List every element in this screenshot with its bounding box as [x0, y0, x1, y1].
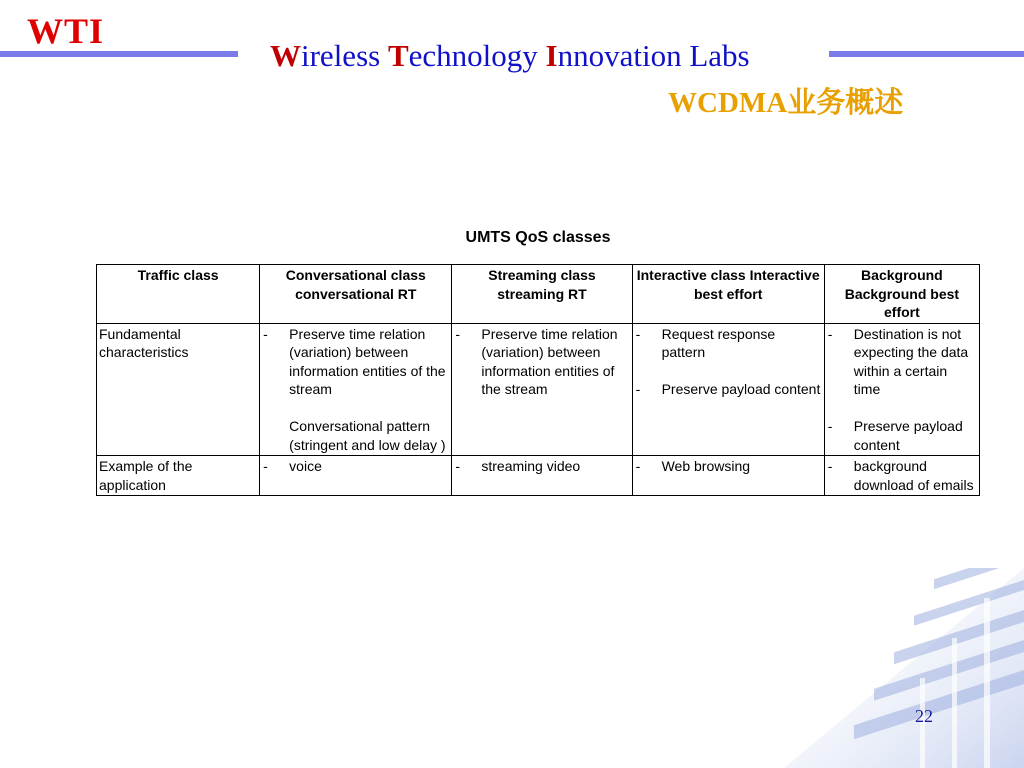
list-item — [635, 380, 822, 399]
list-item — [635, 325, 822, 362]
slide-subtitle: WCDMA业务概述 — [668, 87, 904, 119]
table-cell — [632, 323, 824, 456]
list-item — [635, 457, 822, 476]
list-item — [827, 457, 977, 494]
table-cell — [632, 456, 824, 496]
page-number: 22 — [915, 706, 933, 726]
decorative-corner-graphic — [784, 568, 1024, 768]
qos-table — [96, 264, 980, 496]
title-rest-1: ireless — [301, 38, 388, 73]
bullet-dash: - — [635, 381, 641, 397]
list-item — [262, 417, 449, 454]
header-conversational: Conversational class conversational RT — [260, 265, 452, 324]
bullet-dash: - — [263, 325, 268, 342]
list-item — [262, 457, 449, 476]
table-row — [97, 456, 980, 496]
list-item — [827, 417, 977, 454]
header-rule-left — [0, 51, 238, 57]
list-item — [454, 457, 629, 476]
table-caption: UMTS QoS classes — [465, 229, 611, 246]
list-item-text: Request response pattern — [661, 325, 776, 360]
list-item-text: streaming video — [481, 458, 581, 474]
bullet-dash: - — [455, 458, 461, 474]
bullet-dash: - — [455, 325, 461, 342]
title-cap-2: T — [387, 38, 409, 73]
table-cell — [824, 456, 979, 496]
list-item — [262, 325, 449, 399]
list-item-text: Preserve time relation (variation) between information entities of the stream — [289, 325, 446, 397]
title-rest-2: echnology — [408, 38, 546, 73]
table-cell — [824, 323, 979, 456]
header-streaming: Streaming class streaming RT — [452, 265, 632, 324]
list-item-text: Web browsing — [661, 458, 751, 474]
list-item — [827, 325, 977, 399]
header-interactive: Interactive class Interactive best effort — [632, 265, 824, 324]
bullet-dash: - — [827, 325, 833, 342]
header-traffic-class: Traffic class — [97, 265, 260, 324]
bullet-dash: - — [263, 458, 268, 474]
bullet-dash: - — [635, 458, 641, 474]
slide-title — [270, 38, 750, 74]
bullet-dash: - — [827, 418, 833, 434]
table-cell — [452, 456, 632, 496]
wti-logo: WTI — [27, 11, 105, 51]
list-item — [454, 325, 629, 399]
list-item-text: voice — [289, 458, 322, 474]
list-item-text: Conversational pattern (stringent and low delay ) — [289, 418, 446, 453]
title-rest-3: nnovation Labs — [557, 38, 750, 73]
bullet-dash: - — [635, 325, 641, 342]
row-label: Fundamental characteristics — [97, 323, 260, 456]
header-background: Background Background best effort — [824, 265, 979, 324]
title-cap-3: I — [545, 38, 558, 73]
title-cap-1: W — [270, 38, 301, 73]
table-cell — [260, 456, 452, 496]
list-item-text: Preserve payload content — [853, 418, 963, 453]
list-item-text: background download of emails — [853, 458, 974, 493]
table-row — [97, 323, 980, 456]
bullet-dash — [262, 417, 289, 454]
row-label: Example of the application — [97, 456, 260, 496]
list-item-text: Preserve payload content — [661, 381, 821, 397]
header-rule-right — [829, 51, 1024, 57]
list-item-text: Preserve time relation (variation) between information entities of the stream — [481, 325, 618, 397]
table-cell — [452, 323, 632, 456]
table-header-row — [97, 265, 980, 324]
bullet-dash: - — [827, 458, 833, 474]
list-item-text: Destination is not expecting the data within a certain time — [853, 325, 969, 397]
table-cell — [260, 323, 452, 456]
